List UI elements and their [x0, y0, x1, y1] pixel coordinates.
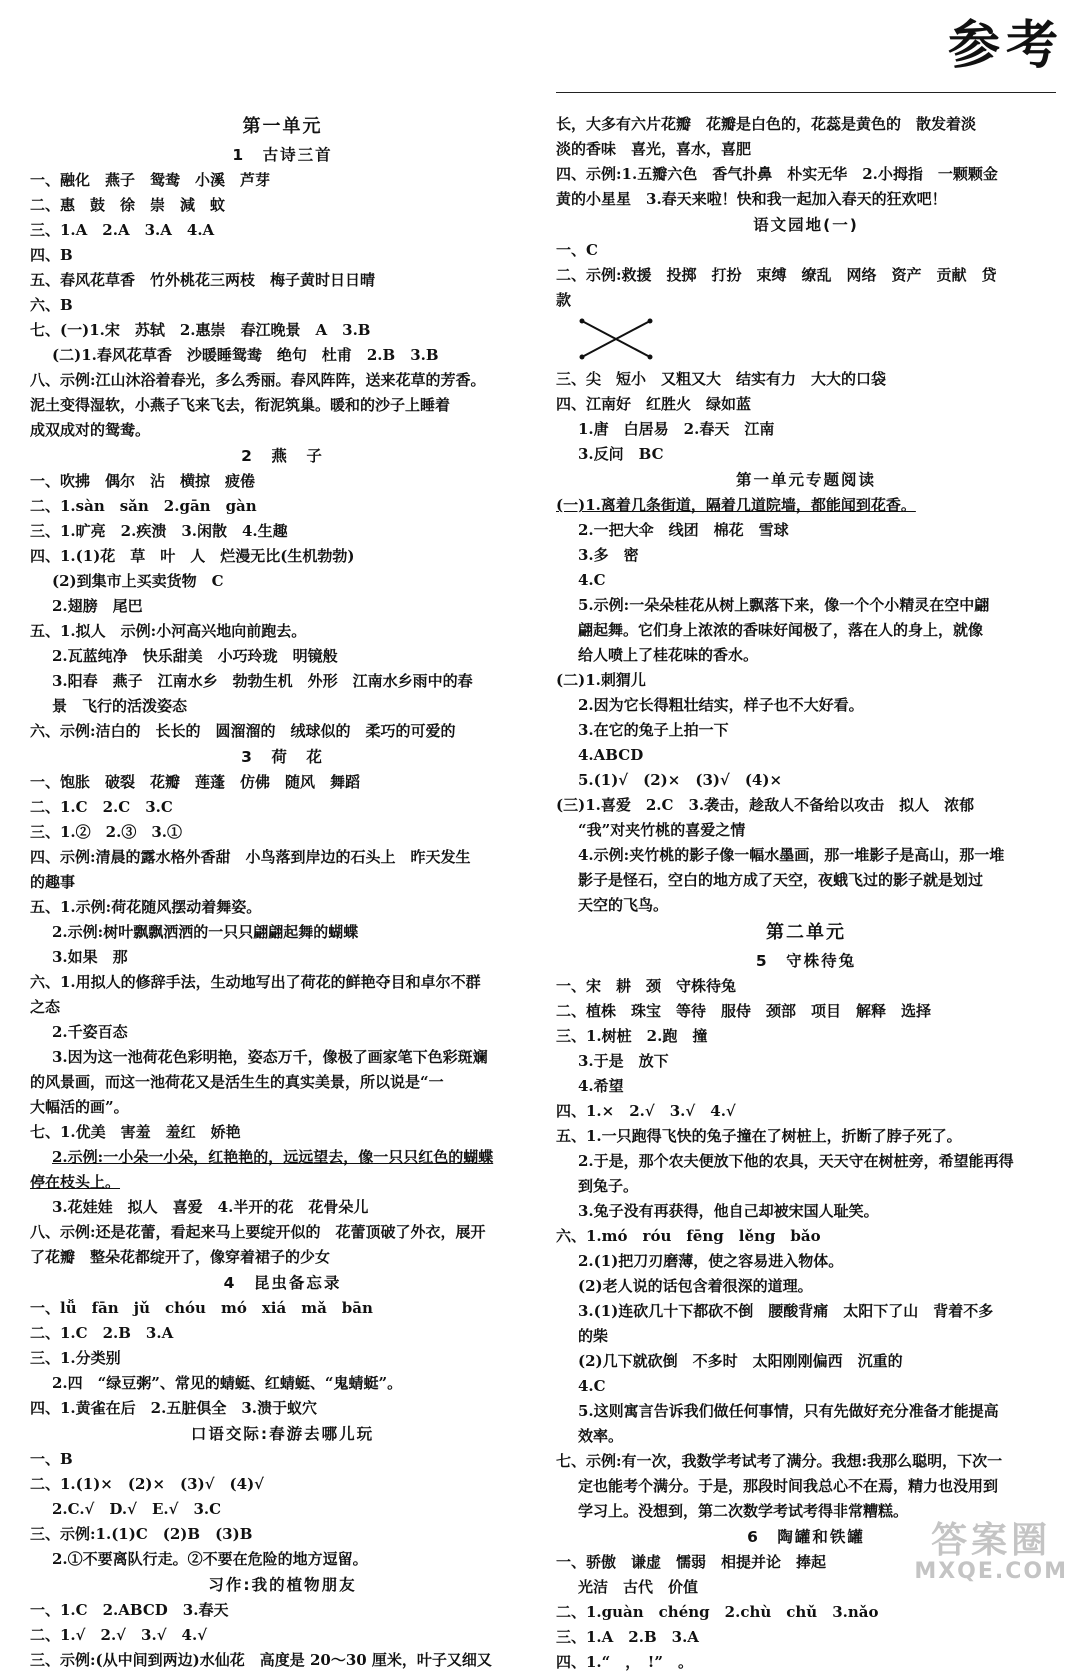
- answer-line: 四、示例:1.五瓣六色 香气扑鼻 朴实无华 2.小拇指 一颗颗金: [556, 165, 998, 183]
- answer-line: 八、示例:还是花蕾，看起来马上要绽开似的 花蕾顶破了外衣，展开: [30, 1223, 486, 1241]
- answer-line: 2.示例:一小朵一小朵，红艳艳的，远远望去，像一只只红色的蝴蝶: [52, 1148, 494, 1166]
- answer-line: 3.多 密: [578, 546, 639, 564]
- answer-line: 七、示例:有一次，我数学考试考了满分。我想:我那么聪明，下次一: [556, 1452, 1003, 1470]
- answer-line: 款: [556, 291, 572, 309]
- answer-line: 六、示例:洁白的 长长的 圆溜溜的 绒球似的 柔巧的可爱的: [30, 722, 456, 740]
- answer-line: 效率。: [578, 1427, 624, 1445]
- answer-line: 一、B: [30, 1450, 73, 1468]
- answer-line: 3.因为这一池荷花色彩明艳，姿态万千，像极了画家笔下色彩斑斓: [52, 1048, 488, 1066]
- answer-line: 2.因为它长得粗壮结实，样子也不大好看。: [578, 696, 864, 714]
- answer-line: 七、1.优美 害羞 羞红 娇艳: [30, 1123, 241, 1141]
- answer-line: 四、1.(1)花 草 叶 人 烂漫无比(生机勃勃): [30, 547, 355, 565]
- answer-line: 三、尖 短小 又粗又大 结实有力 大大的口袋: [556, 370, 887, 388]
- section-title: 4 昆虫备忘录: [223, 1274, 342, 1292]
- answer-line: 4.ABCD: [578, 746, 644, 764]
- answer-line: 五、1.拟人 示例:小河高兴地向前跑去。: [30, 622, 307, 640]
- answer-line: (三)1.喜爱 2.C 3.袭击，趁敌人不备给以攻击 拟人 浓郁: [556, 796, 975, 814]
- answer-line: 黄的小星星 3.春天来啦！快和我一起加入春天的狂欢吧！: [556, 190, 947, 208]
- answer-line: 4.希望: [578, 1077, 624, 1095]
- answer-line: 3.于是 放下: [578, 1052, 669, 1070]
- answer-line: 三、示例:(从中间到两边)水仙花 高度是 20～30 厘米，叶子又细又: [30, 1651, 492, 1669]
- answer-line: 四、江南好 红胜火 绿如蓝: [556, 395, 752, 413]
- answer-line: 2.四 “绿豆粥”、常见的蜻蜓、红蜻蜓、“鬼蜻蜓”。: [52, 1374, 403, 1392]
- answer-line: (一)1.离着几条街道，隔着几道院墙，都能闻到花香。: [556, 496, 916, 514]
- answer-line: 一、骄傲 谦虚 懦弱 相提并论 捧起: [556, 1553, 827, 1571]
- answer-line: 3.兔子没有再获得，他自己却被宋国人耻笑。: [578, 1202, 879, 1220]
- answer-line: 2.示例:树叶飘飘洒洒的一只只翩翩起舞的蝴蝶: [52, 923, 359, 941]
- section-title: 语文园地(一): [753, 216, 859, 234]
- answer-line: 2.瓦蓝纯净 快乐甜美 小巧玲珑 明镜般: [52, 647, 338, 665]
- answer-line: (二)1.春风花草香 沙暖睡鸳鸯 绝句 杜甫 2.B 3.B: [52, 346, 439, 364]
- answer-line: 六、B: [30, 296, 73, 314]
- answer-line: 四、1.黄雀在后 2.五脏俱全 3.溃于蚁穴: [30, 1399, 317, 1417]
- answer-line: 二、惠 鼓 徐 崇 減 蚊: [30, 196, 226, 214]
- answer-line: 一、lǚ fān jǔ chóu mó xiá mǎ bān: [30, 1299, 373, 1317]
- answer-line: 了花瓣 整朵花都绽开了，像穿着裙子的少女: [30, 1248, 331, 1266]
- answer-line: 四、1.× 2.√ 3.√ 4.√: [556, 1102, 736, 1120]
- section-title: 第一单元专题阅读: [735, 471, 876, 489]
- answer-line: 二、植株 珠宝 等待 服侍 颈部 项目 解释 选择: [556, 1002, 932, 1020]
- answer-line: 2.一把大伞 线团 棉花 雪球: [578, 521, 789, 539]
- answer-line: 三、1.树桩 2.跑 撞: [556, 1027, 708, 1045]
- page-title: 参考: [947, 16, 1064, 76]
- answer-line: 5.(1)√ (2)× (3)√ (4)×: [578, 771, 783, 789]
- answer-line: 3.反问 BC: [578, 445, 664, 463]
- section-title: 2 燕 子: [241, 447, 324, 465]
- answer-line: 给人喷上了桂花味的香水。: [578, 646, 759, 664]
- answer-line: 定也能考个满分。于是，那段时间我总心不在焉，精力也没用到: [578, 1477, 999, 1495]
- answer-line: 七、(一)1.宋 苏轼 2.惠崇 春江晚景 A 3.B: [30, 321, 371, 339]
- answer-line: 四、示例:清晨的露水格外香甜 小鸟落到岸边的石头上 昨天发生: [30, 848, 471, 866]
- answer-line: 翩起舞。它们身上浓浓的香味好闻极了，落在人的身上，就像: [578, 621, 984, 639]
- answer-line: 之态: [30, 998, 61, 1016]
- answer-line: 三、1.A 2.A 3.A 4.A: [30, 221, 215, 239]
- answer-line: 5.这则寓言告诉我们做任何事情，只有先做好充分准备才能提高: [578, 1402, 999, 1420]
- answer-line: 泥土变得湿软，小燕子飞来飞去，衔泥筑巢。暖和的沙子上睡着: [30, 396, 451, 414]
- answer-line: 八、示例:江山沐浴着春光，多么秀丽。春风阵阵，送来花草的芳香。: [30, 371, 486, 389]
- answer-line: 天空的飞鸟。: [578, 896, 669, 914]
- answer-line: (2)到集市上买卖货物 C: [52, 572, 224, 590]
- answer-line: 四、1.“ ， !” 。: [556, 1653, 694, 1671]
- answer-line: 3.在它的兔子上拍一下: [578, 721, 729, 739]
- answer-line: 长，大多有六片花瓣 花瓣是白色的，花蕊是黄色的 散发着淡: [556, 115, 977, 133]
- header-rule: [556, 92, 1056, 93]
- section-title: 1 古诗三首: [232, 146, 333, 164]
- answer-line: 3.(1)连砍几十下都砍不倒 腰酸背痛 太阳下了山 背着不多: [578, 1302, 994, 1320]
- answer-line: 的柴: [578, 1327, 609, 1345]
- answer-line: 三、1.分类别: [30, 1349, 121, 1367]
- answer-line: 一、宋 耕 颈 守株待兔: [556, 977, 737, 995]
- left-column: [30, 112, 535, 1673]
- matching-lines-diagram: [556, 313, 1056, 367]
- answer-line: 4.示例:夹竹桃的影子像一幅水墨画，那一堆影子是高山，那一堆: [578, 846, 1005, 864]
- answer-line: 二、1.√ 2.√ 3.√ 4.√: [30, 1626, 208, 1644]
- answer-line: 二、示例:救援 投掷 打扮 束缚 缭乱 网络 资产 贡献 贷: [556, 266, 997, 284]
- answer-line: 二、1.guàn chéng 2.chù chǔ 3.nǎo: [556, 1603, 879, 1621]
- answer-line: 六、1.mó róu fēng lěng bǎo: [556, 1227, 821, 1245]
- answer-line: 3.花娃娃 拟人 喜爱 4.半开的花 花骨朵儿: [52, 1198, 369, 1216]
- answer-line: 4.C: [578, 1377, 606, 1395]
- answer-line: 三、1.② 2.③ 3.①: [30, 823, 182, 841]
- section-title: 6 陶罐和铁罐: [747, 1528, 865, 1546]
- answer-line: 光洁 古代 价值: [578, 1578, 699, 1596]
- answer-line: 停在枝头上。: [30, 1173, 121, 1191]
- answer-line: (2)老人说的话包含着很深的道理。: [578, 1277, 813, 1295]
- answer-line: 的趣事: [30, 873, 76, 891]
- answer-line: (二)1.刺猬儿: [556, 671, 646, 689]
- answer-line: 1.唐 白居易 2.春天 江南: [578, 420, 775, 438]
- answer-line: 一、吹拂 偶尔 沾 横掠 疲倦: [30, 472, 256, 490]
- section-title: 5 守株待兔: [755, 952, 857, 970]
- answer-line: (2)几下就砍倒 不多时 太阳刚刚偏西 沉重的: [578, 1352, 903, 1370]
- answer-line: 一、C: [556, 241, 598, 259]
- answer-line: 六、1.用拟人的修辞手法，生动地写出了荷花的鲜艳夺目和卓尔不群: [30, 973, 481, 991]
- answer-line: 一、融化 燕子 鸳鸯 小溪 芦芽: [30, 171, 271, 189]
- answer-line: 二、1.C 2.C 3.C: [30, 798, 173, 816]
- answer-line: 2.(1)把刀刃磨薄，使之容易进入物体。: [578, 1252, 844, 1270]
- answer-line: 一、1.C 2.ABCD 3.春天: [30, 1601, 229, 1619]
- answer-line: 2.翅膀 尾巴: [52, 597, 143, 615]
- answer-line: 4.C: [578, 571, 606, 589]
- answer-line: 的风景画，而这一池荷花又是活生生的真实美景，所以说是“一: [30, 1073, 444, 1091]
- answer-line: 五、春风花草香 竹外桃花三两枝 梅子黄时日日晴: [30, 271, 376, 289]
- answer-line: 2.千姿百态: [52, 1023, 128, 1041]
- watermark-logo: [914, 1520, 1068, 1584]
- answer-line: 二、1.sàn sǎn 2.gān gàn: [30, 497, 257, 515]
- answer-line: 3.如果 那: [52, 948, 128, 966]
- answer-line: 学习上。没想到，第二次数学考试考得非常糟糕。: [578, 1502, 909, 1520]
- answer-line: 2.C.√ D.√ E.√ 3.C: [52, 1500, 222, 1518]
- answer-line: 三、1.旷亮 2.疾溃 3.闲散 4.生趣: [30, 522, 288, 540]
- watermark-top: 答案圈: [931, 1520, 1052, 1561]
- section-title: 口语交际:春游去哪儿玩: [190, 1425, 375, 1443]
- answer-line: 到兔子。: [578, 1177, 639, 1195]
- answer-line: 景 飞行的活泼姿态: [52, 697, 188, 715]
- answer-line: 五、1.示例:荷花随风摆动着舞姿。: [30, 898, 262, 916]
- answer-line: 四、B: [30, 246, 73, 264]
- answer-line: 3.阳春 燕子 江南水乡 勃勃生机 外形 江南水乡雨中的春: [52, 672, 473, 690]
- answer-line: 三、示例:1.(1)C (2)B (3)B: [30, 1525, 253, 1543]
- watermark-bottom: MXQE.COM: [914, 1559, 1068, 1584]
- answer-line: 二、1.(1)× (2)× (3)√ (4)√: [30, 1475, 265, 1493]
- answer-line: 5.示例:一朵朵桂花从树上飘落下来，像一个个小精灵在空中翩: [578, 596, 990, 614]
- answer-line: 成双成对的鸳鸯。: [30, 421, 151, 439]
- answer-line: 大幅活的画”。: [30, 1098, 129, 1116]
- answer-line: 一、饱胀 破裂 花瓣 莲蓬 仿佛 随风 舞蹈: [30, 773, 361, 791]
- answer-line: 三、1.A 2.B 3.A: [556, 1628, 699, 1646]
- answer-line: 2.于是，那个农夫便放下他的农具，天天守在树桩旁，希望能再得: [578, 1152, 1014, 1170]
- unit-title: 第二单元: [766, 922, 846, 943]
- answer-line: 2.①不要离队行走。②不要在危险的地方逗留。: [52, 1550, 368, 1568]
- answer-line: “我”对夹竹桃的喜爱之情: [578, 821, 746, 839]
- unit-title: 第一单元: [242, 116, 323, 137]
- answer-line: 影子是怪石，空白的地方成了天空，夜蛾飞过的影子就是划过: [578, 871, 984, 889]
- answer-line: 二、1.C 2.B 3.A: [30, 1324, 174, 1342]
- answer-line: 淡的香味 喜光，喜水，喜肥: [556, 140, 752, 158]
- section-title: 3 荷 花: [241, 748, 324, 766]
- right-column: [556, 112, 1056, 1675]
- section-title: 习作:我的植物朋友: [208, 1576, 357, 1594]
- answer-line: 五、1.一只跑得飞快的兔子撞在了树桩上，折断了脖子死了。: [556, 1127, 962, 1145]
